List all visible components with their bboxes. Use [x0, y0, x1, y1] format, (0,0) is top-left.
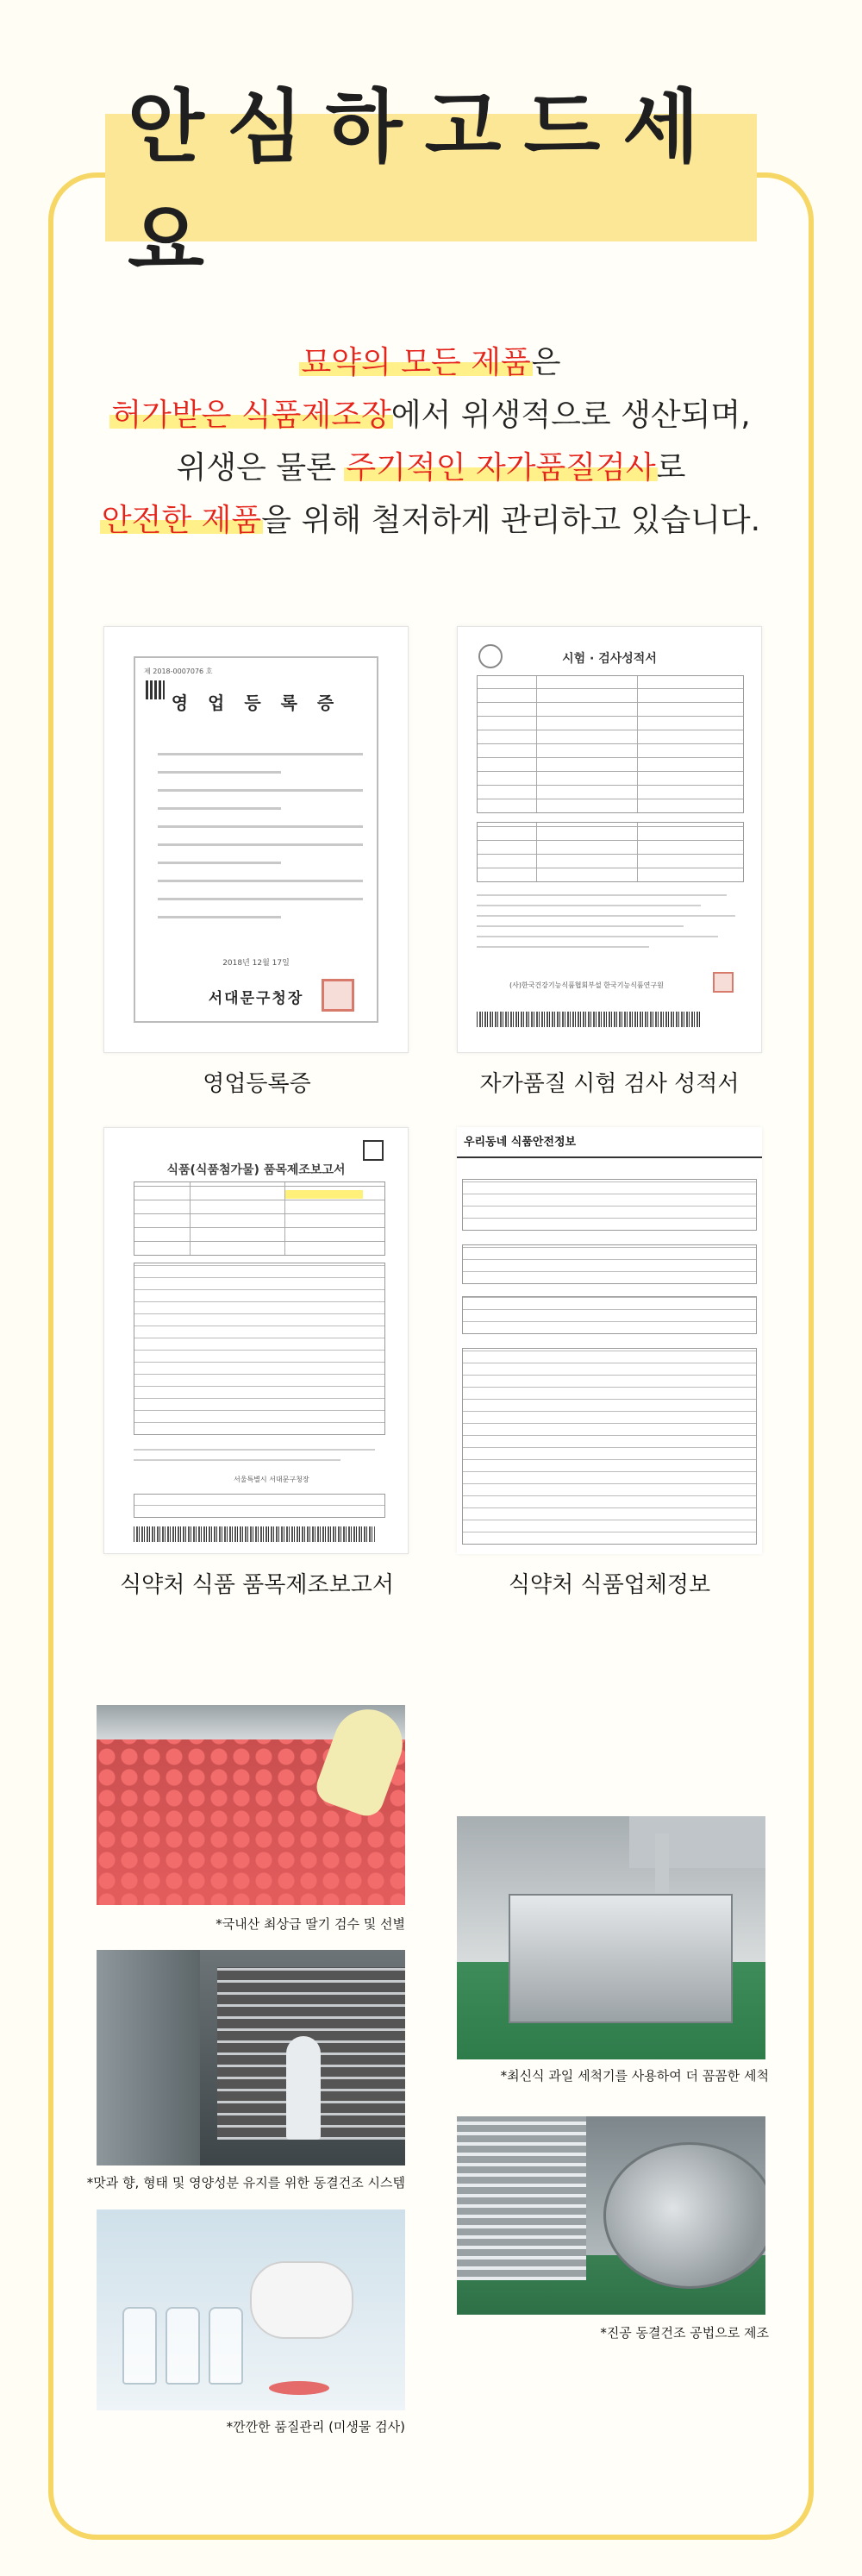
doc-caption-2: 자가품질 시험 검사 성적서 — [479, 1071, 740, 1097]
certificate-issuer: 서대문구청장 — [208, 990, 304, 1007]
intro-line-4: 안전한 제품을 위해 철저하게 관리하고 있습니다. — [101, 503, 761, 538]
intro-highlight-1: 묘약의 모든 제품 — [301, 345, 531, 380]
company-status-table — [462, 1244, 757, 1284]
certificate-number: 제 2018-0007076 호 — [144, 668, 213, 675]
report-title: 시험 · 검사성적서 — [562, 652, 657, 666]
barcode-icon — [477, 1012, 701, 1027]
photo-caption-5: *진공 동결건조 공법으로 제조 — [600, 2325, 769, 2341]
official-stamp-icon — [713, 972, 734, 993]
report-table-results — [477, 822, 744, 882]
manufacturing-table-body — [134, 1263, 385, 1435]
page-title: 안심하고드세요 — [128, 81, 722, 287]
certificate-body-lines — [158, 753, 363, 934]
company-violation-table — [462, 1296, 757, 1334]
certificate-title: 영 업 등 록 증 — [171, 693, 341, 713]
official-seal-icon — [322, 979, 354, 1012]
intro-highlight-4: 안전한 제품 — [101, 503, 262, 538]
photo-caption-1: *국내산 최상급 딸기 검수 및 선별 — [216, 1916, 405, 1932]
intro-line-2: 허가받은 식품제조장에서 위생적으로 생산되며, — [111, 398, 751, 433]
company-info-header: 우리동네 식품안전정보 — [457, 1127, 762, 1158]
photo-microbe-test — [97, 2209, 405, 2410]
highlight-mark — [285, 1190, 363, 1199]
photo-caption-2: *맛과 향, 형태 및 영양성분 유지를 위한 동결건조 시스템 — [86, 2175, 405, 2191]
intro-highlight-3: 주기적인 자가품질검사 — [346, 450, 656, 486]
barcode-icon — [134, 1526, 375, 1542]
doc-business-registration — [103, 626, 409, 1053]
manufacturing-issuer: 서울특별시 서대문구청장 — [234, 1476, 309, 1483]
report-table-top — [477, 675, 744, 813]
intro-line-1: 묘약의 모든 제품은 — [301, 345, 561, 380]
photo-freeze-dry-system — [97, 1950, 405, 2165]
photo-caption-4: *최신식 과일 세척기를 사용하여 더 꼼꼼한 세척 — [500, 2068, 769, 2084]
intro-line-3: 위생은 물론 주기적인 자가품질검사로 — [176, 450, 686, 486]
doc-food-company-info — [457, 1127, 762, 1554]
manufacturing-table-footer — [134, 1494, 385, 1518]
intro-highlight-2: 허가받은 식품제조장 — [111, 398, 391, 433]
company-product-table — [462, 1348, 757, 1545]
title-banner — [105, 81, 757, 287]
doc-quality-test-report — [457, 626, 762, 1053]
intro-text — [52, 336, 810, 547]
certificate-date: 2018년 12월 17일 — [222, 959, 290, 968]
photo-caption-3: *깐깐한 품질관리 (미생물 검사) — [226, 2419, 405, 2435]
company-info-table — [462, 1179, 757, 1231]
manufacturing-report-title: 식품(식품첨가물) 품목제조보고서 — [166, 1163, 346, 1177]
certificate-border — [134, 656, 378, 1023]
doc-caption-4: 식약처 식품업체정보 — [508, 1572, 711, 1598]
doc-caption-3: 식약처 식품 품목제조보고서 — [120, 1572, 394, 1598]
doc-caption-1: 영업등록증 — [203, 1071, 311, 1097]
photo-fruit-washer — [457, 1816, 765, 2059]
doc-corner-mark-icon — [363, 1140, 384, 1161]
photo-strawberry-inspection — [97, 1705, 405, 1905]
report-issuer: (사)한국건강기능식품협회부설 한국기능식품연구원 — [509, 981, 664, 989]
photo-vacuum-freeze-dry — [457, 2116, 765, 2315]
doc-manufacturing-report — [103, 1127, 409, 1554]
